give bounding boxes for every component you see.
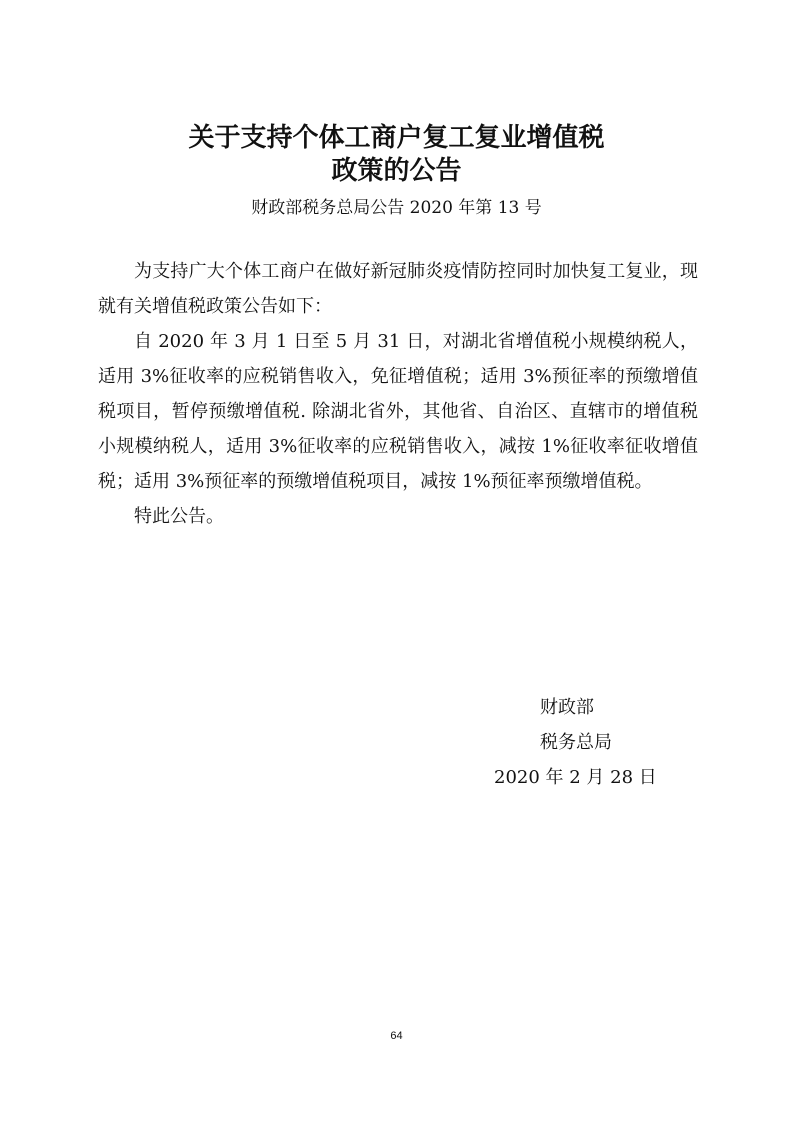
signature-org-tax: 税务总局 — [540, 732, 612, 753]
paragraph-policy: 自 2020 年 3 月 1 日至 5 月 31 日，对湖北省增值税小规模纳税人，适用 3%征收率的应税销售收入，免征增值税；适用 3%预征率的预缴增值税项目，暂停预缴增值税. 除湖北省外，其他省、自治区、直辖市的增值税小规模纳税人，适用 3%征收率的应税销售收入，减按 1%征收率征收增值税；适用 3%预征率的预缴增值税项目，减按 1%预征率预缴增值税。 — [98, 331, 698, 492]
document-body — [98, 254, 698, 534]
page-number: 64 — [390, 1030, 403, 1042]
signature-org-finance: 财政部 — [540, 697, 594, 718]
paragraph-closing: 特此公告。 — [134, 506, 224, 527]
signature-date: 2020 年 2 月 28 日 — [494, 767, 657, 788]
paragraph-intro: 为支持广大个体工商户在做好新冠肺炎疫情防控同时加快复工复业，现就有关增值税政策公告如下： — [98, 261, 698, 317]
document-subtitle: 财政部税务总局公告 2020 年第 13 号 — [251, 198, 542, 218]
document-title-line1: 关于支持个体工商户复工复业增值税 — [188, 123, 605, 153]
document-title-line2: 政策的公告 — [331, 156, 462, 186]
